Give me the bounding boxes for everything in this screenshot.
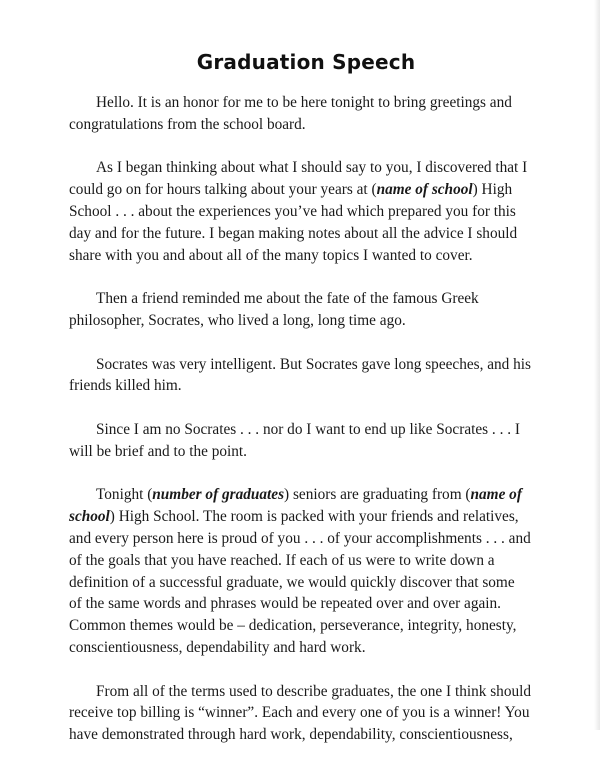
paragraph-text: ) seniors are graduating from ( — [284, 486, 471, 504]
paragraph-text: ) High School. The room is packed with your friends and relatives, and every person here is proud of you . . . of your accomplishments . . . and of the goals that you have reached. If each of us were to write down a definition of a successful graduate, we would quickly discover that some of the same words and phrases would be repeated over and over again. Common themes would be – dedication, perseverance, integrity, honesty, conscientiousness, dependability and hard work. — [69, 508, 531, 656]
paragraph-text: ) High School . . . about the experiences you’ve had which prepared you for this day and for the future. I began making notes about all the advice I should share with you and about all of the many topics I wanted to cover. — [69, 181, 518, 264]
paragraph-5 — [69, 419, 531, 463]
placeholder-number-of-graduates: number of graduates — [152, 486, 285, 504]
paragraph-7 — [69, 681, 531, 746]
paragraph-text: Tonight ( — [96, 486, 153, 504]
placeholder-name-of-school: name of school — [376, 181, 473, 199]
document-body — [69, 92, 531, 768]
paragraph-text: Hello. It is an honor for me to be here tonight to bring greetings and congratulations from the school board. — [69, 94, 512, 133]
paragraph-2 — [69, 157, 531, 266]
paragraph-text: Socrates was very intelligent. But Socrates gave long speeches, and his friends killed him. — [69, 355, 531, 395]
paragraph-1 — [69, 92, 531, 136]
page-edge-shadow — [594, 0, 600, 730]
placeholder-name-of-school: name of school — [69, 486, 522, 526]
paragraph-4 — [69, 354, 531, 398]
paragraph-text: As I began thinking about what I should say to you, I discovered that I could go on for hours talking about your years at ( — [69, 159, 528, 199]
paragraph-6 — [69, 484, 531, 658]
paragraph-text: Then a friend reminded me about the fate of the famous Greek philosopher, Socrates, who lived a long, long time ago. — [69, 290, 479, 329]
paragraph-text: From all of the terms used to describe graduates, the one I think should receive top billing is “winner”. Each and every one of you is a winner! You have demonstrated through hard work, dependability, conscientiousness, — [69, 682, 532, 744]
paragraph-text: Since I am no Socrates . . . nor do I want to end up like Socrates . . . I will be brief and to the point. — [69, 420, 520, 460]
document-title: Graduation Speech — [196, 50, 416, 74]
paragraph-3 — [69, 288, 531, 332]
